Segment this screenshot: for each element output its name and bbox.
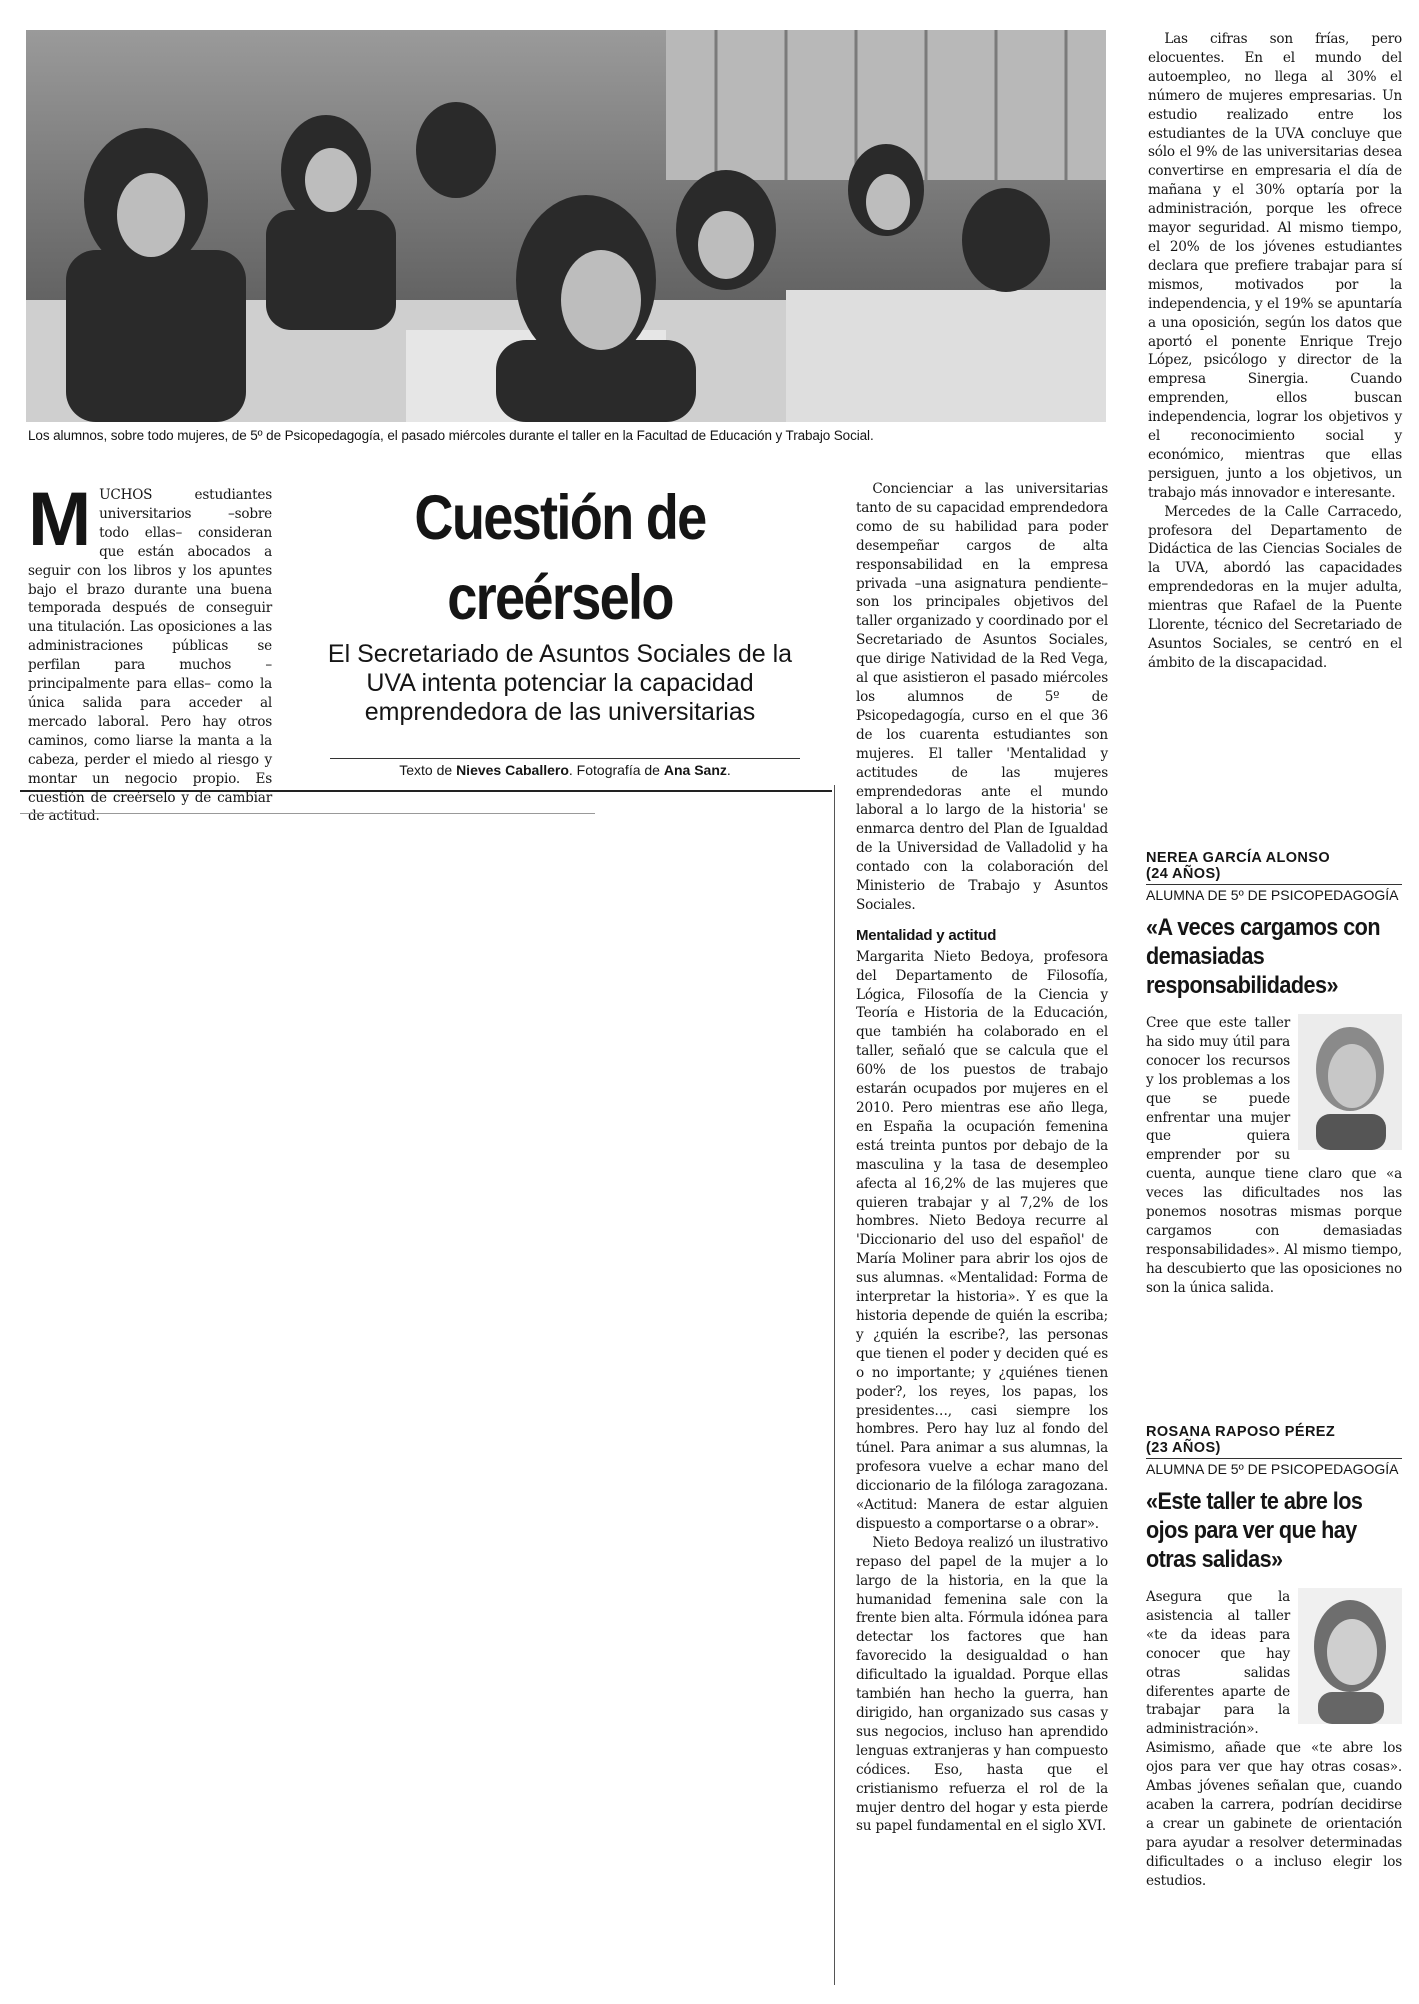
profile-card [1146,1424,1402,1891]
article-lead [28,477,272,826]
horizontal-rule-thin [20,813,595,814]
profile-quote: «Este taller te abre los ojos para ver que hay otras salidas» [1146,1488,1363,1573]
profile-text: Asegura que la asistencia al taller «te da ideas para conocer que hay otras salidas diferentes aparte de trabajar para la administración». Asimismo, añade que «te abre los ojos para ver que hay otras cosas». Ambas jóvenes señalan que, cuando acaben la carrera, podrían decidirse a crear un gabinete de orientación para ayudar a resolver determinadas dificultades o a incluso elegir los estudios. [1146,1589,1402,1889]
profile-quote: «A veces cargamos con demasiadas responsabilidades» [1146,914,1380,999]
photo-caption: Los alumnos, sobre todo mujeres, de 5º de Psicopedagogía, el pasado miércoles durante el taller en la Facultad de Educación y Trabajo Social. [28,428,874,443]
byline-suffix: . [726,762,731,778]
headline-line-2: creérselo [447,563,673,633]
classroom-illustration [26,30,1106,422]
profile-role: ALUMNA DE 5º DE PSICOPEDAGOGÍA [1146,884,1402,903]
profile-role: ALUMNA DE 5º DE PSICOPEDAGOGÍA [1146,1458,1402,1477]
byline [330,758,800,778]
paragraph-2: Concienciar a las universitarias tanto de su capacidad emprendedora como de su habilidad para poder desempeñar cargos de alta responsabilidad en la empresa privada –una asignatura pendiente– son los principales objetivos del taller organizado y coordinado por el Secretariado de Asuntos Sociales, que dirige Natividad de la Red Vega, al que asistieron el pasado miércoles los alumnos de 5º de Psicopedagogía, curso en el que 36 de los cuarenta estudiantes son mujeres. El taller 'Mentalidad y actitudes de las mujeres emprendedoras ante el mundo laboral a lo largo de la historia' se enmarca dentro del Plan de Igualdad de la Universidad de Valladolid y ha contado con la colaboración del Ministerio de Trabajo y Asuntos Sociales. [856,481,1108,913]
classroom-photo [26,30,1106,422]
byline-prefix: Texto de [399,762,457,778]
deck: El Secretariado de Asuntos Sociales de la UVA intenta potenciar la capacidad emprendedora de las universitarias [327,640,793,726]
paragraph-3: Margarita Nieto Bedoya, profesora del Departamento de Filosofía, Lógica, Filosofía de la Ciencia y Teoría e Historia de la Educación, que también ha colaborado en el taller, señaló que se calcula que el 60% de los puestos de trabajo estarán ocupados por mujeres en el 2010. Pero mientras ese año llega, en España la ocupación femenina está treinta puntos por debajo de la masculina y la tasa de desempleo afecta al 16,2% de las mujeres que quieren trabajar y al 7,2% de los hombres. Nieto Bedoya recurre al 'Diccionario del uso del español' de María Moliner para abrir los ojos de sus alumnas. «Mentalidad: Forma de interpretar la historia». Y es que la historia depende de quién la escriba; y ¿quién la escribe?, las personas que tienen el poder y deciden qué es o no importante; y ¿quiénes tienen poder?, los reyes, los papas, los presidentes…, casi siempre los hombres. Pero hay luz al fondo del túnel. Para animar a sus alumnas, la profesora vuelve a echar mano del diccionario de la filóloga zaragozana. «Actitud: Manera de estar alguien dispuesto a comportarse o a obrar». [856,948,1108,1532]
horizontal-rule [20,790,832,792]
article-right-column [1148,30,1402,673]
subhead: Mentalidad y actitud [856,926,997,944]
profile-name: ROSANA RAPOSO PÉREZ [1146,1424,1336,1440]
profile-name: NEREA GARCÍA ALONSO [1146,850,1331,866]
column-divider [834,785,835,1985]
portrait-photo [1298,1588,1402,1724]
paragraph-6: Mercedes de la Calle Carracedo, profesora del Departamento de Didáctica de las Ciencias Sociales de la UVA, abordó las capacidades emprendedoras en la mujer adulta, mientras que Rafael de la Puente Llorente, técnico del Secretariado de Asuntos Sociales, se centró en el ámbito de la discapacidad. [1148,503,1402,671]
article-body-column [856,480,1108,1836]
portrait-photo [1298,1014,1402,1150]
paragraph-5: Las cifras son frías, pero elocuentes. En el mundo del autoempleo, no llega al 30% el número de mujeres empresarias. Un estudio realizado entre los estudiantes de la UVA concluye que sólo el 9% de las universitarias desea convertirse en empresaria el día de mañana y el 30% optaría por la administración, porque les ofrece mayor seguridad. Al mismo tiempo, el 20% de los jóvenes estudiantes declara que prefiere trabajar para sí mismos, motivados por la independencia, y el 19% se apuntaría a una oposición, según los datos que aportó el ponente Enrique Trejo López, psicólogo y director de la empresa Sinergia. Cuando emprenden, ellos buscan independencia, lograr los objetivos y el reconocimiento social y económico, mientras que ellas persiguen, junto a los objetivos, un trabajo más innovador e interesante. [1148,31,1402,501]
drop-cap: M [28,477,92,562]
lead-paragraph: UCHOS estudiantes universitarios –sobre todo ellas– consideran que están abocados a seguir con los libros y los apuntes bajo el brazo durante una buena temporada después de conseguir una titulación. Las oposiciones a las administraciones públicas se perfilan para muchos –principalmente para ellas– como la única salida para acceder al mercado laboral. Pero hay otros caminos, como liarse la manta a la cabeza, perder el miedo al riesgo y montar un negocio propio. Es cuestión de creérselo y de cambiar de actitud. [28,487,272,825]
headline [336,478,783,638]
profile-card [1146,850,1402,1298]
profile-age: (24 AÑOS) [1146,866,1221,882]
byline-mid: . Fotografía de [568,762,664,778]
profile-text: Cree que este taller ha sido muy útil para conocer los recursos y los problemas a los que se puede enfrentar una mujer que quiera emprender por su cuenta, aunque tiene claro que «a veces las dificultades nos las ponemos nosotras mismas porque cargamos con demasiadas responsabilidades». Al mismo tiempo, ha descubierto que las oposiciones no son la única salida. [1146,1015,1402,1296]
headline-line-1: Cuestión de [414,483,706,553]
profile-age: (23 AÑOS) [1146,1440,1221,1456]
byline-author: Nieves Caballero [456,762,569,778]
byline-photographer: Ana Sanz [663,762,727,778]
paragraph-4: Nieto Bedoya realizó un ilustrativo repaso del papel de la mujer a lo largo de la historia, en la que la humanidad femenina sale con la frente bien alta. Fórmula idónea para detectar los factores que han favorecido la desigualdad o han dificultado la igualdad. Porque ellas también han hecho la guerra, han dirigido, han organizado sus casas y sus negocios, incluso han aprendido lenguas extranjeras y han compuesto códices. Eso, hasta que el cristianismo refuerza el rol de la mujer dentro del hogar y esta pierde su papel fundamental en el siglo XVI. [856,1534,1108,1835]
